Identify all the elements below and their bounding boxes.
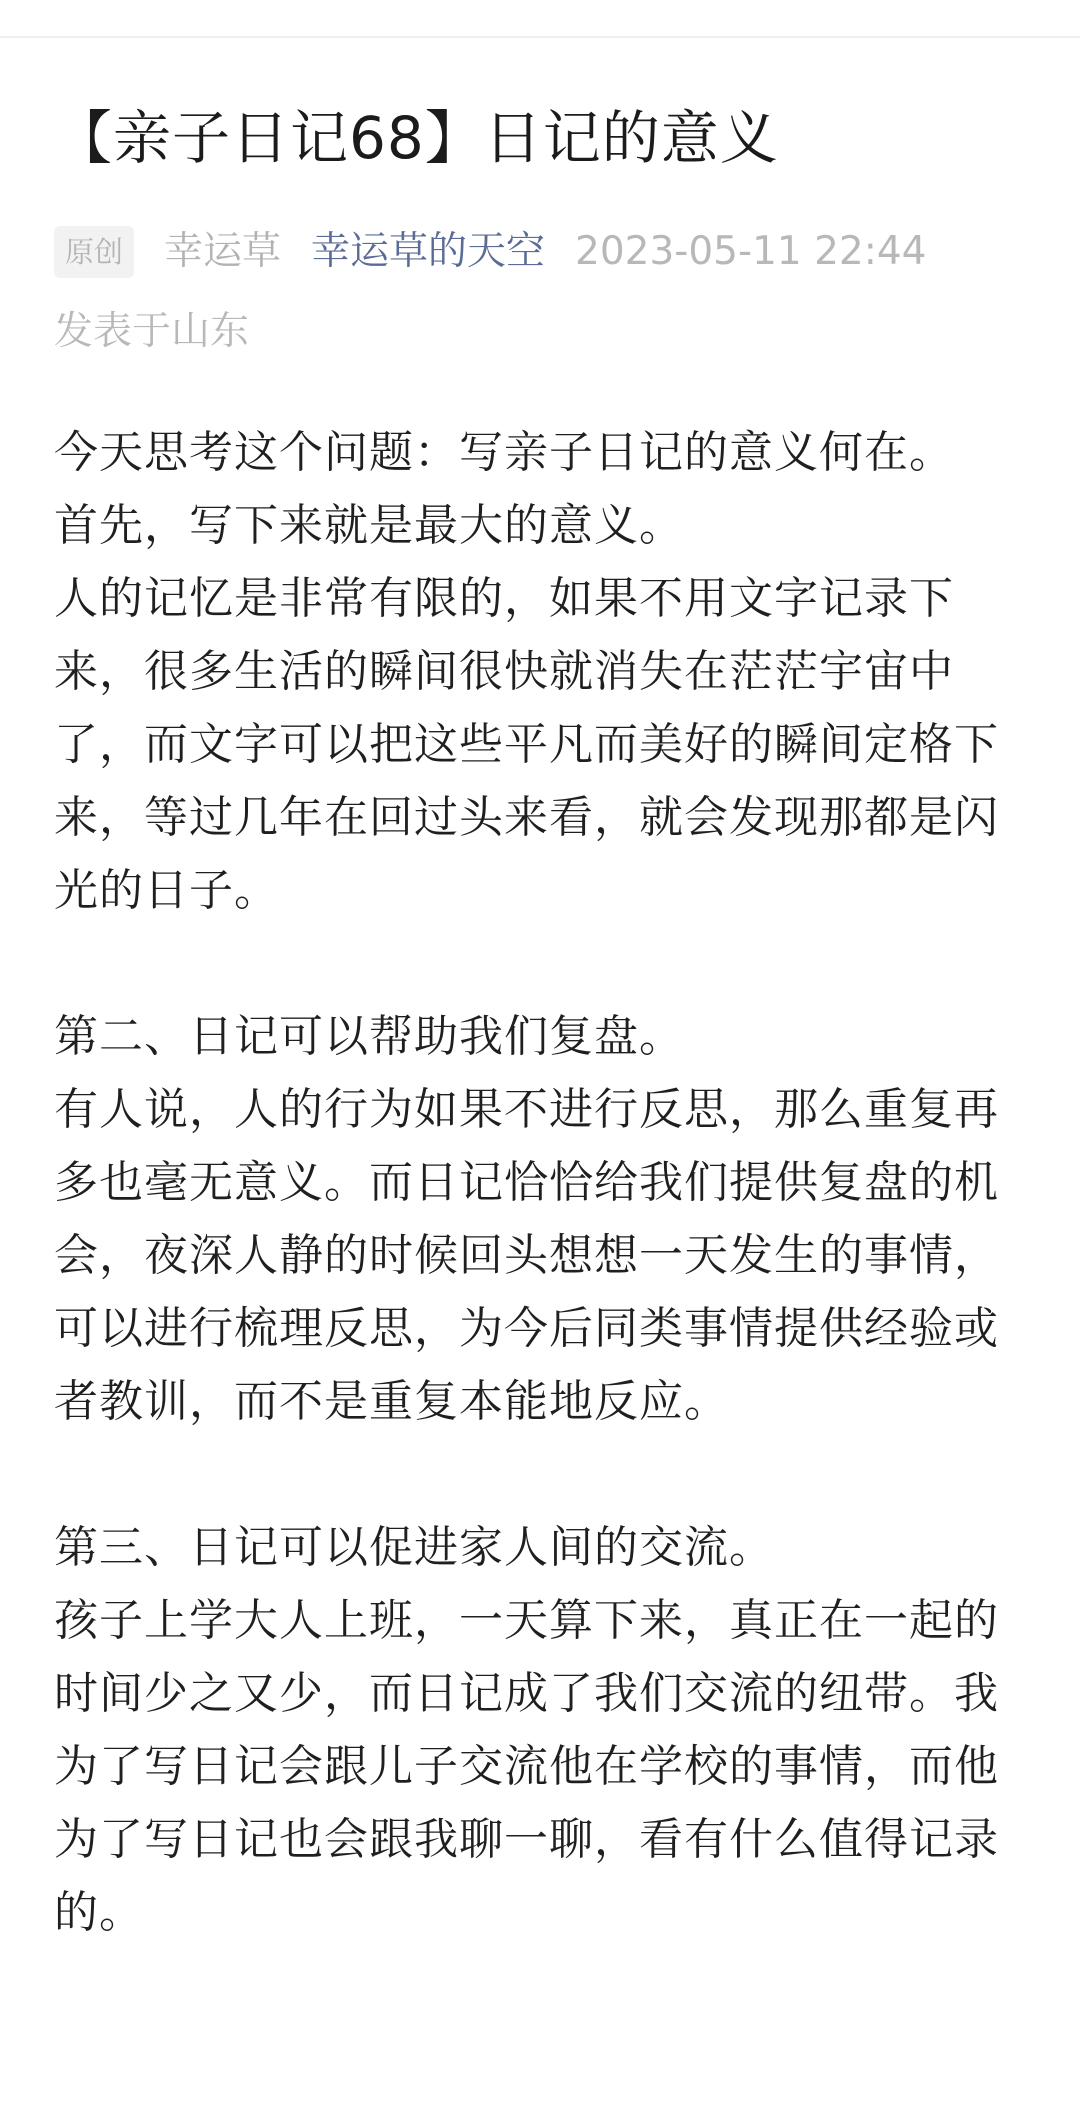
paragraph: 今天思考这个问题：写亲子日记的意义何在。: [54, 427, 954, 478]
paragraph: 第二、日记可以帮助我们复盘。: [54, 1011, 684, 1062]
publish-location: 发表于山东: [54, 309, 250, 354]
author-name: 幸运草: [164, 229, 282, 274]
paragraph: 人的记忆是非常有限的，如果不用文字记录下来，很多生活的瞬间很快就消失在茫茫宇宙中了，而文字可以把这些平凡而美好的瞬间定格下来，等过几年在回过头来看，就会发现那都是闪光的日子。: [54, 573, 999, 916]
account-link[interactable]: 幸运草的天空: [311, 229, 546, 274]
original-badge: 原创: [54, 226, 134, 278]
paragraph: 有人说，人的行为如果不进行反思，那么重复再多也毫无意义。而日记恰恰给我们提供复盘的机会，夜深人静的时候回头想想一天发生的事情，可以进行梳理反思，为今后同类事情提供经验或者教训，而不是重复本能地反应。: [54, 1084, 999, 1427]
paragraph: 首先，写下来就是最大的意义。: [54, 500, 684, 551]
publish-datetime: 2023-05-11 22:44: [575, 229, 927, 274]
paragraph-gap: [54, 1438, 1026, 1511]
top-divider: [0, 36, 1080, 38]
paragraph-gap: [54, 927, 1026, 1000]
article-body: [54, 416, 1026, 1949]
article-container: [0, 96, 1080, 1949]
paragraph: 第三、日记可以促进家人间的交流。: [54, 1522, 774, 1573]
article-meta: [54, 212, 1026, 292]
paragraph: 孩子上学大人上班，一天算下来，真正在一起的时间少之又少，而日记成了我们交流的纽带。我为了写日记会跟儿子交流他在学校的事情，而他为了写日记也会跟我聊一聊，看有什么值得记录的。: [54, 1595, 999, 1938]
article-title: 【亲子日记68】日记的意义: [54, 104, 779, 172]
